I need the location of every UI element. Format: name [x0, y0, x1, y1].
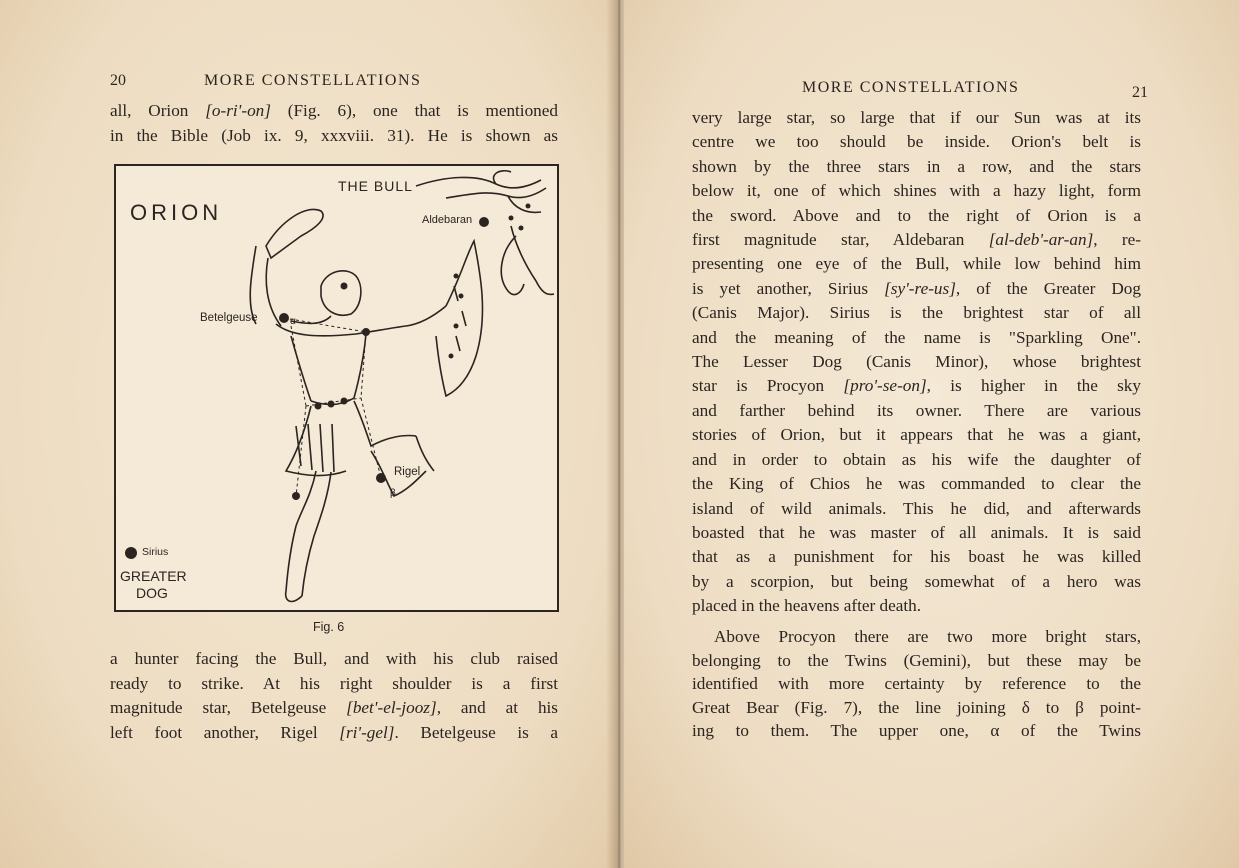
- text-line: [692, 374, 1141, 398]
- text-segment: . Betelgeuse is a: [394, 722, 558, 742]
- text-line: [692, 594, 1141, 618]
- text-line: [692, 277, 1141, 301]
- orion-figure: [114, 164, 559, 612]
- bellatrix-star: [362, 328, 370, 336]
- text-segment: (Fig. 6), one that is mentioned: [270, 101, 558, 120]
- text-line: [692, 649, 1141, 673]
- text-segment: belonging to the Twins (Gemini), but these may be: [692, 650, 1141, 670]
- pronunciation: [pro'-se-on]: [843, 376, 927, 396]
- text-line: [692, 719, 1141, 743]
- text-line: [692, 472, 1141, 496]
- right-page: [624, 0, 1239, 868]
- text-segment: star is Procyon: [692, 376, 844, 396]
- betelgeuse-label: Betelgeuse: [200, 312, 258, 324]
- right-paragraph-2: [692, 625, 1141, 743]
- text-segment: , of the Greater Dog: [955, 278, 1141, 298]
- text-segment: Above Procyon there are two more bright stars,: [714, 627, 1141, 646]
- orion-drawing: [250, 209, 482, 601]
- dog-label: DOG: [136, 585, 168, 601]
- figure-caption: Fig. 6: [313, 620, 345, 634]
- text-line: [692, 301, 1141, 325]
- text-line: [110, 696, 558, 721]
- text-line: [692, 326, 1141, 350]
- text-line: [692, 130, 1141, 154]
- left-top-text: [110, 99, 558, 148]
- text-line: [692, 545, 1141, 569]
- text-segment: centre we too should be inside. Orion's belt is: [692, 132, 1141, 152]
- left-running-head: MORE CONSTELLATIONS: [204, 72, 422, 89]
- saiph-star: [292, 492, 300, 500]
- pronunciation: [o-ri'-on]: [205, 101, 271, 120]
- text-line: [110, 99, 558, 124]
- left-bottom-text: [110, 647, 558, 745]
- text-line: [692, 155, 1141, 179]
- text-segment: in the Bible (Job ix. 9, xxxviii. 31). He is shown as: [110, 125, 558, 145]
- left-page-number: 20: [110, 72, 126, 89]
- text-segment: Great Bear (Fig. 7), the line joining δ to β point-: [692, 697, 1141, 717]
- orion-title: ORION: [130, 200, 223, 225]
- belt-star-3: [341, 398, 348, 405]
- text-segment: magnitude star, Betelgeuse: [110, 698, 347, 717]
- text-line: [110, 124, 558, 149]
- text-segment: and in order to obtain as his wife the daughter of: [692, 449, 1141, 469]
- star-marks: [125, 204, 531, 560]
- text-segment: , is higher in the sky: [926, 376, 1141, 396]
- text-line: [692, 448, 1141, 472]
- text-line: [692, 696, 1141, 720]
- text-segment: island of wild animals. This he did, and afterwards: [692, 498, 1141, 518]
- right-running-head: MORE CONSTELLATIONS: [802, 79, 1020, 96]
- text-segment: shown by the three stars in a row, and the stars: [692, 156, 1141, 176]
- text-line: [692, 204, 1141, 228]
- beta-label: β: [390, 488, 396, 499]
- pronunciation: [ri'-gel]: [339, 722, 395, 742]
- text-segment: ing to them. The upper one, α of the Twins: [692, 721, 1141, 741]
- text-segment: (Canis Major). Sirius is the brightest star of all: [692, 303, 1141, 323]
- text-line: [110, 721, 558, 746]
- right-paragraph-1: [692, 106, 1141, 619]
- text-segment: the King of Chios he was commanded to clear the: [692, 474, 1141, 494]
- text-segment: first magnitude star, Aldebaran: [692, 230, 989, 250]
- text-line: [692, 228, 1141, 252]
- pronunciation: [al-deb'-ar-an]: [988, 230, 1094, 250]
- text-segment: presenting one eye of the Bull, while low behind him: [692, 254, 1141, 274]
- text-segment: below it, one of which shines with a hazy light, form: [692, 181, 1141, 201]
- text-line: [692, 423, 1141, 447]
- left-page: [0, 0, 618, 868]
- belt-star-2: [328, 401, 335, 408]
- text-segment: stories of Orion, but it appears that he was a giant,: [692, 425, 1141, 445]
- text-segment: , and at his: [436, 698, 558, 717]
- text-line: [692, 179, 1141, 203]
- alpha-label: α: [290, 316, 296, 327]
- text-line: [692, 625, 1141, 649]
- text-segment: by a scorpion, but being somewhat of a hero was: [692, 571, 1141, 591]
- text-line: [692, 399, 1141, 423]
- text-segment: left foot another, Rigel: [110, 722, 340, 742]
- rigel-star: [376, 473, 386, 483]
- bull-drawing: [416, 171, 554, 295]
- text-line: [110, 647, 558, 672]
- head-star: [341, 283, 348, 290]
- right-page-number: 21: [1132, 84, 1148, 101]
- text-segment: a hunter facing the Bull, and with his club raised: [110, 649, 558, 668]
- sirius-star: [125, 547, 137, 559]
- text-segment: is yet another, Sirius: [692, 278, 885, 298]
- text-segment: , re-: [1093, 230, 1141, 250]
- text-line: [692, 521, 1141, 545]
- text-line: [692, 252, 1141, 276]
- belt-star-1: [315, 403, 322, 410]
- text-segment: that as a punishment for his boast he was killed: [692, 547, 1141, 567]
- text-segment: and the meaning of the name is "Sparkling One".: [692, 327, 1141, 347]
- betelgeuse-star: [279, 313, 289, 323]
- text-line: [692, 106, 1141, 130]
- aldebaran-label: Aldebaran: [422, 214, 473, 226]
- text-line: [692, 350, 1141, 374]
- text-segment: all, Orion: [110, 101, 206, 120]
- text-line: [692, 497, 1141, 521]
- bull-label: THE BULL: [338, 178, 413, 194]
- orion-illustration: [116, 166, 557, 610]
- pronunciation: [sy'-re-us]: [884, 278, 956, 298]
- text-line: [692, 570, 1141, 594]
- rigel-label: Rigel: [394, 466, 421, 478]
- text-segment: placed in the heavens after death.: [692, 596, 922, 616]
- sirius-label: Sirius: [142, 546, 169, 558]
- greater-label: GREATER: [120, 568, 187, 584]
- text-segment: boasted that he was master of all animals. It is said: [692, 522, 1141, 542]
- text-segment: the sword. Above and to the right of Orion is a: [692, 205, 1141, 225]
- text-segment: ready to strike. At his right shoulder is a first: [110, 673, 558, 693]
- text-segment: The Lesser Dog (Canis Minor), whose brightest: [692, 352, 1141, 372]
- text-line: [110, 672, 558, 697]
- pronunciation: [bet'-el-jooz]: [346, 698, 437, 717]
- text-segment: very large star, so large that if our Sun was at its: [692, 108, 1141, 127]
- text-line: [692, 672, 1141, 696]
- text-segment: and farther behind its owner. There are various: [692, 400, 1141, 420]
- text-segment: identified with more certainty by reference to the: [692, 674, 1141, 694]
- aldebaran-star: [479, 217, 489, 227]
